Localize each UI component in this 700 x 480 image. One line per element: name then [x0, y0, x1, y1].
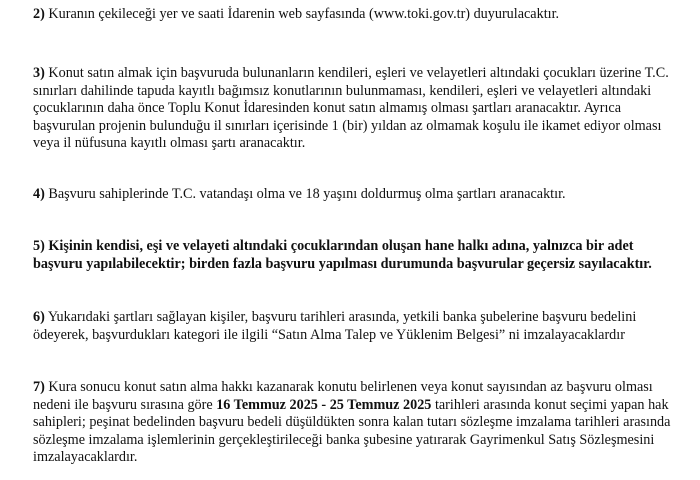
item-number: 5): [33, 238, 45, 254]
item-number: 3): [33, 65, 45, 81]
item-text: Kişinin kendisi, eşi ve velayeti altındaki çocuklarından oluşan hane halkı adına, yalnızca bir adet başvuru yapılabilecektir; birden fazla başvuru yapılması durumunda başvurular geçersiz sayılacaktır.: [33, 238, 652, 272]
item-text: Başvuru sahiplerinde T.C. vatandaşı olma ve 18 yaşını doldurmuş olma şartları aranacaktır.: [44, 186, 566, 202]
item-7: [33, 379, 685, 467]
item-text: Kuranın çekileceği yer ve saati İdarenin web sayfasında (www.toki.gov.tr) duyurulacaktır.: [44, 6, 560, 22]
date-range: 16 Temmuz 2025 - 25 Temmuz 2025: [216, 396, 432, 413]
item-4: [33, 186, 685, 204]
item-2: [33, 6, 685, 24]
item-number: 6): [33, 309, 45, 325]
item-text: Yukarıdaki şartları sağlayan kişiler, başvuru tarihleri arasında, yetkili banka şubelerine başvuru bedelini ödeyerek, başvurdukları kategori ile ilgili “Satın Alma Talep ve Yüklenim Belgesi” ni imzalayacaklardır: [33, 309, 637, 343]
item-number: 7): [33, 379, 45, 395]
item-number: 4): [33, 186, 45, 202]
item-3: [33, 65, 685, 153]
item-text-after: tarihleri arasında konut seçimi yapan hak sahipleri; peşinat bedelinden başvuru bedeli düşüldükten sonra kalan tutarı sözleşme imzalama tarihleri arasında sözleşme imzalama işlemlerinin gerçekleştirileceği banka şubesine yatırarak Gayrimenkul Satış Sözleşmesini imzalayacaklardır.: [33, 396, 671, 466]
item-text-before: Kura sonucu konut satın alma hakkı kazanarak konutu belirlenen veya konut sayısından az başvuru olması nedeni ile başvuru sırasına göre: [33, 379, 653, 413]
item-text: Konut satın almak için başvuruda bulunanların kendileri, eşleri ve velayetleri altındaki çocukları üzerine T.C. sınırları dahilinde tapuda kayıtlı bağımsız konutlarının bulunmaması, kendileri, eşleri ve velayetleri altındaki çocuklarının daha önce Toplu Konut İdaresinden konut satın almamış olması şartları aranacaktır. Ayrıca başvurulan projenin bulunduğu il sınırları içerisinde 1 (bir) yıldan az olmamak koşulu ile ikamet ediyor olması veya il nüfusuna kayıtlı olması şartı aranacaktır.: [33, 65, 669, 152]
item-5: [33, 238, 685, 273]
item-number: 2): [33, 6, 45, 22]
item-6: [33, 309, 685, 344]
